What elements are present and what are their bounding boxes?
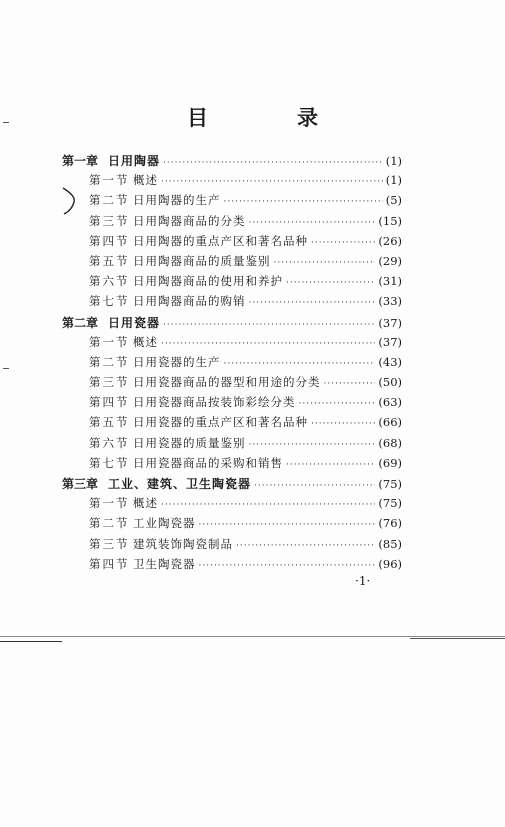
page-reference: (31) [378, 274, 402, 289]
section-title: 概述 [133, 496, 158, 511]
toc-section-entry [62, 253, 402, 273]
page-reference: (68) [378, 435, 402, 450]
dot-leader [299, 399, 376, 409]
dot-leader [249, 440, 376, 450]
section-title: 工业陶瓷器 [133, 516, 196, 531]
page-reference: (1) [385, 154, 402, 168]
section-title: 日用陶器商品的购销 [133, 294, 246, 309]
toc-section-entry [62, 394, 402, 414]
dot-leader [163, 158, 383, 168]
section-title: 概述 [133, 173, 158, 188]
toc-chapter-entry [62, 314, 402, 334]
dot-leader [161, 500, 375, 510]
section-number: 第二节 [89, 516, 130, 531]
table-of-contents [62, 152, 402, 576]
page-reference: (66) [378, 415, 402, 430]
section-number: 第四节 [89, 556, 130, 571]
section-title: 日用陶器的重点产区和著名品种 [133, 233, 308, 248]
page-reference: (15) [378, 213, 402, 228]
section-number: 第一节 [89, 334, 130, 349]
toc-section-entry [62, 192, 402, 212]
section-title: 日用瓷器的生产 [133, 354, 221, 369]
section-title: 日用瓷器商品的采购和销售 [133, 455, 283, 470]
toc-chapter-entry [62, 475, 402, 495]
section-number: 第四节 [89, 395, 130, 410]
page-reference: (43) [378, 354, 402, 369]
page-title: 目 录 [187, 106, 352, 130]
section-title: 日用陶器商品的使用和养护 [133, 274, 283, 289]
section-number: 第六节 [89, 435, 130, 450]
margin-mark [3, 368, 9, 369]
section-number: 第四节 [89, 233, 130, 248]
section-title: 日用陶器的生产 [133, 193, 221, 208]
dot-leader [286, 278, 375, 288]
section-number: 第七节 [89, 455, 130, 470]
section-number: 第一节 [89, 173, 130, 188]
dot-leader [199, 520, 376, 530]
section-number: 第五节 [89, 253, 130, 268]
page-reference: (75) [378, 477, 402, 491]
dot-leader [199, 561, 376, 571]
toc-section-entry [62, 233, 402, 253]
scan-edge-line [0, 636, 505, 637]
scan-edge-line [0, 641, 62, 642]
page-reference: (63) [378, 395, 402, 410]
page-reference: (75) [378, 496, 402, 511]
section-title: 日用瓷器商品按装饰彩绘分类 [133, 395, 296, 410]
toc-section-entry [62, 273, 402, 293]
section-number: 第六节 [89, 274, 130, 289]
section-number: 第五节 [89, 415, 130, 430]
toc-section-entry [62, 556, 402, 576]
section-title: 卫生陶瓷器 [133, 556, 196, 571]
toc-section-entry [62, 435, 402, 455]
section-title: 概述 [133, 334, 158, 349]
toc-section-entry [62, 213, 402, 233]
section-title: 日用瓷器的重点产区和著名品种 [133, 415, 308, 430]
section-number: 第一节 [89, 496, 130, 511]
toc-section-entry [62, 414, 402, 434]
toc-section-entry [62, 536, 402, 556]
dot-leader [254, 481, 375, 491]
dot-leader [324, 379, 376, 389]
toc-section-entry [62, 455, 402, 475]
section-title: 日用瓷器商品的器型和用途的分类 [133, 375, 321, 390]
dot-leader [161, 177, 383, 187]
section-title: 日用陶器商品的质量鉴别 [133, 253, 271, 268]
chapter-number: 第三章 [62, 477, 99, 491]
scan-edge-line [410, 638, 505, 639]
dot-leader [286, 460, 375, 470]
toc-section-entry [62, 293, 402, 313]
section-title: 日用陶器商品的分类 [133, 213, 246, 228]
dot-leader [224, 359, 376, 369]
page-reference: (37) [378, 334, 402, 349]
page-reference: (1) [385, 173, 402, 188]
section-title: 日用瓷器的质量鉴别 [133, 435, 246, 450]
section-number: 第三节 [89, 375, 130, 390]
page-reference: (33) [378, 294, 402, 309]
page-reference: (69) [378, 455, 402, 470]
section-title: 建筑装饰陶瓷制品 [133, 536, 233, 551]
chapter-number: 第二章 [62, 315, 99, 330]
toc-section-entry [62, 374, 402, 394]
page-reference: (29) [378, 253, 402, 268]
section-number: 第三节 [89, 213, 130, 228]
chapter-title: 日用陶器 [108, 154, 161, 168]
section-number: 第二节 [89, 193, 130, 208]
section-number: 第三节 [89, 536, 130, 551]
section-number: 第二节 [89, 354, 130, 369]
toc-section-entry [62, 495, 402, 515]
toc-section-entry [62, 515, 402, 535]
toc-section-entry [62, 172, 402, 192]
margin-mark [3, 122, 9, 123]
dot-leader [311, 238, 375, 248]
page-reference: (50) [378, 375, 402, 390]
page-reference: (37) [378, 315, 402, 330]
dot-leader [249, 218, 376, 228]
chapter-title: 工业、建筑、卫生陶瓷器 [108, 477, 252, 491]
toc-chapter-entry [62, 152, 402, 172]
dot-leader [236, 541, 375, 551]
chapter-number: 第一章 [62, 154, 99, 168]
toc-section-entry [62, 334, 402, 354]
section-number: 第七节 [89, 294, 130, 309]
toc-section-entry [62, 354, 402, 374]
dot-leader [274, 258, 376, 268]
page-reference: (26) [378, 233, 402, 248]
page-reference: (76) [378, 516, 402, 531]
dot-leader [311, 419, 375, 429]
page-reference: (5) [385, 193, 402, 208]
page-number: ·1· [355, 574, 371, 588]
dot-leader [163, 320, 375, 330]
chapter-title: 日用瓷器 [108, 315, 161, 330]
dot-leader [161, 339, 375, 349]
dot-leader [224, 197, 383, 207]
page-reference: (85) [378, 536, 402, 551]
dot-leader [249, 298, 376, 308]
page-reference: (96) [378, 556, 402, 571]
